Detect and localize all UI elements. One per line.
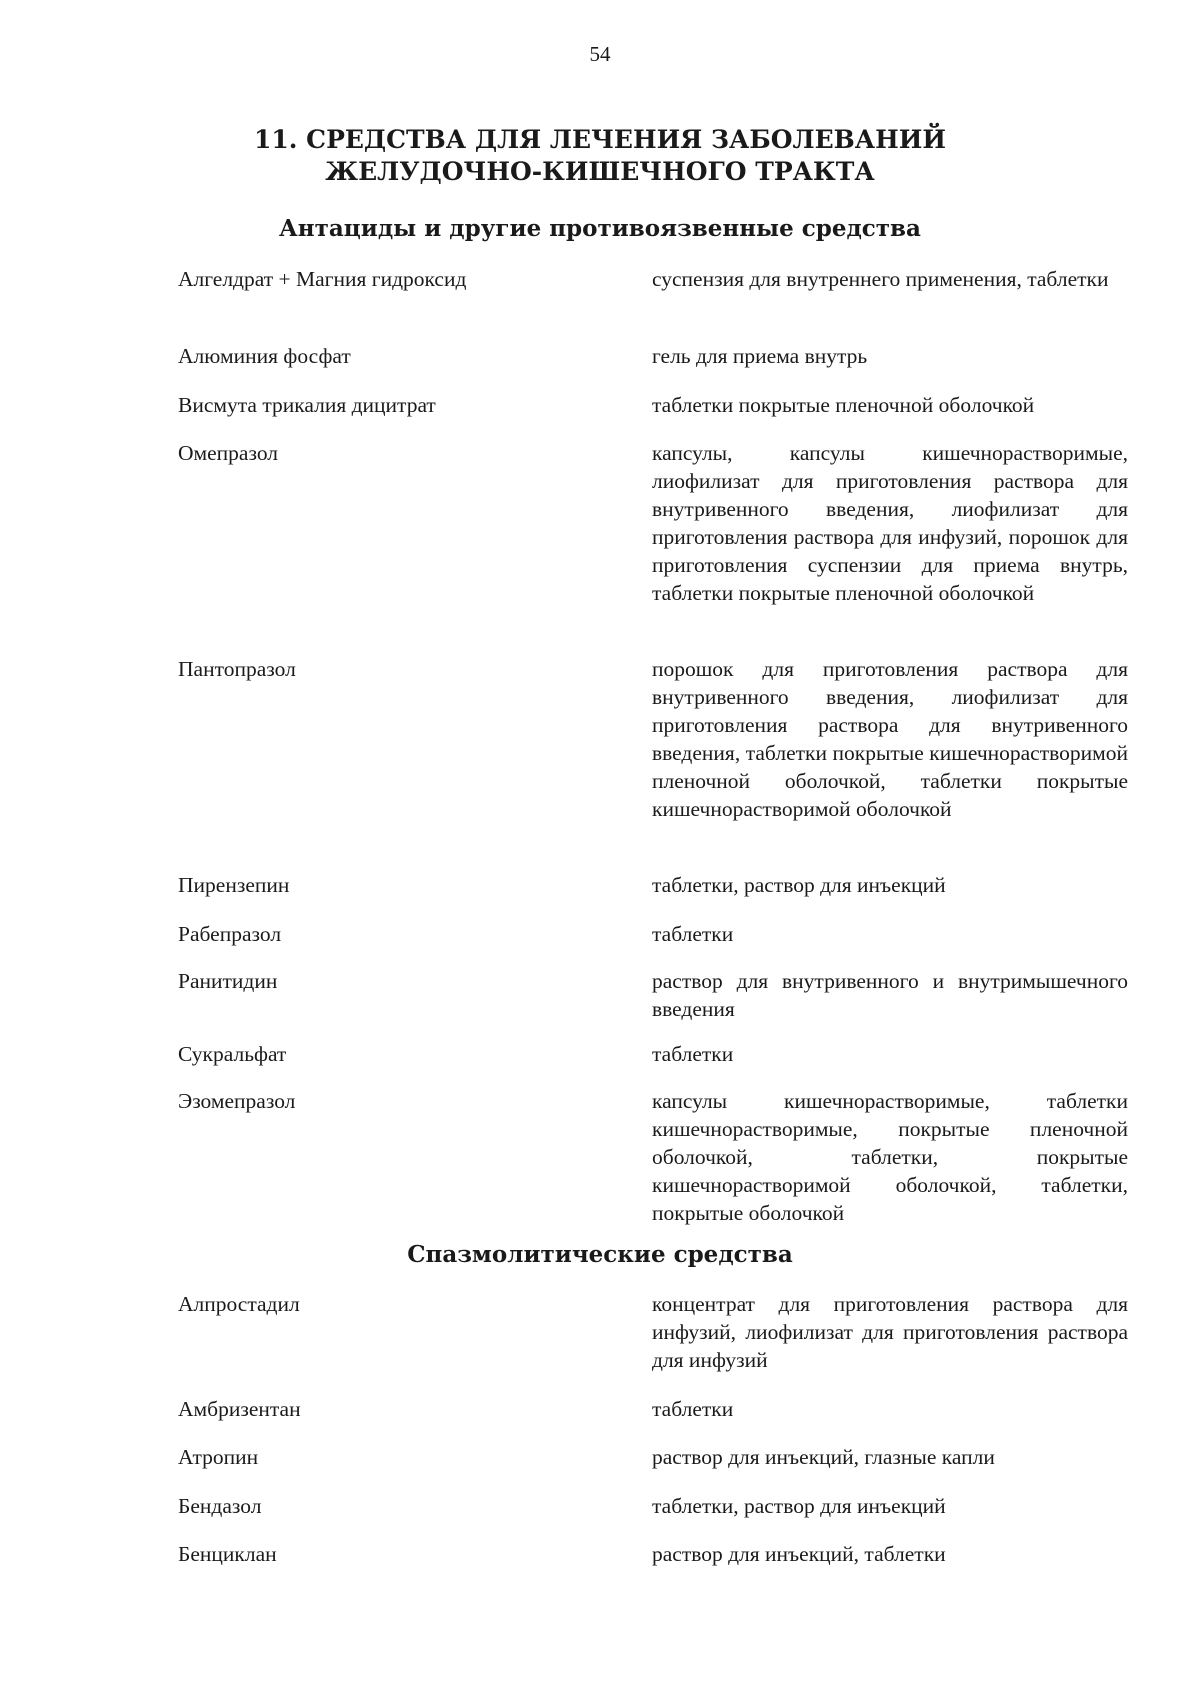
drug-name: Омепразол xyxy=(178,441,279,465)
drug-form: раствор для инъекций, таблетки xyxy=(652,1542,946,1566)
drug-form: таблетки, раствор для инъекций xyxy=(652,873,946,897)
drug-name: Бенциклан xyxy=(178,1542,277,1566)
section-heading-antacids: Антациды и другие противоязвенные средства xyxy=(279,215,921,242)
drug-name: Алгелдрат + Магния гидроксид xyxy=(178,267,467,291)
drug-form: раствор для внутривенного и внутримышечного введения xyxy=(652,969,1128,1021)
drug-name: Висмута трикалия дицитрат xyxy=(178,393,436,417)
chapter-title xyxy=(200,124,1000,188)
drug-form: концентрат для приготовления раствора для инфузий, лиофилизат для приготовления раствора для инфузий xyxy=(652,1292,1128,1372)
drug-name: Ранитидин xyxy=(178,969,278,993)
drug-name: Сукральфат xyxy=(178,1042,287,1066)
drug-name: Эзомепразол xyxy=(178,1089,296,1113)
drug-name: Бендазол xyxy=(178,1494,262,1518)
drug-name: Рабепразол xyxy=(178,922,282,946)
drug-form: таблетки покрытые пленочной оболочкой xyxy=(652,393,1035,417)
drug-form: таблетки xyxy=(652,1397,734,1421)
drug-form: раствор для инъекций, глазные капли xyxy=(652,1445,995,1469)
drug-name: Атропин xyxy=(178,1445,259,1469)
drug-form: таблетки, раствор для инъекций xyxy=(652,1494,946,1518)
drug-form: суспензия для внутреннего применения, таблетки xyxy=(652,267,1109,291)
chapter-title-line-2: ЖЕЛУДОЧНО-КИШЕЧНОГО ТРАКТА xyxy=(325,157,875,186)
drug-name: Пантопразол xyxy=(178,657,296,681)
chapter-title-line-1: 11. СРЕДСТВА ДЛЯ ЛЕЧЕНИЯ ЗАБОЛЕВАНИЙ xyxy=(253,125,947,154)
drug-name: Алпростадил xyxy=(178,1292,300,1316)
drug-form: таблетки xyxy=(652,922,734,946)
drug-name: Алюминия фосфат xyxy=(178,344,351,368)
drug-form: капсулы кишечнорастворимые, таблетки кишечнорастворимые, покрытые пленочной оболочкой, таблетки, покрытые кишечнорастворимой оболочкой, таблетки, покрытые оболочкой xyxy=(652,1089,1128,1225)
drug-form: капсулы, капсулы кишечнорастворимые, лиофилизат для приготовления раствора для внутривенного введения, лиофилизат для приготовления раствора для инфузий, порошок для приготовления суспензии для приема внутрь, таблетки покрытые пленочной оболочкой xyxy=(652,441,1128,605)
drug-name: Амбризентан xyxy=(178,1397,301,1421)
drug-form: порошок для приготовления раствора для внутривенного введения, лиофилизат для приготовления раствора для внутривенного введения, таблетки покрытые кишечнорастворимой пленочной оболочкой, таблетки покрытые кишечнорастворимой оболочкой xyxy=(652,657,1128,821)
drug-form: гель для приема внутрь xyxy=(652,344,868,368)
page-number: 54 xyxy=(589,42,611,66)
section-heading-antispasmodics: Спазмолитические средства xyxy=(407,1241,793,1268)
drug-name: Пирензепин xyxy=(178,873,290,897)
drug-form: таблетки xyxy=(652,1042,734,1066)
